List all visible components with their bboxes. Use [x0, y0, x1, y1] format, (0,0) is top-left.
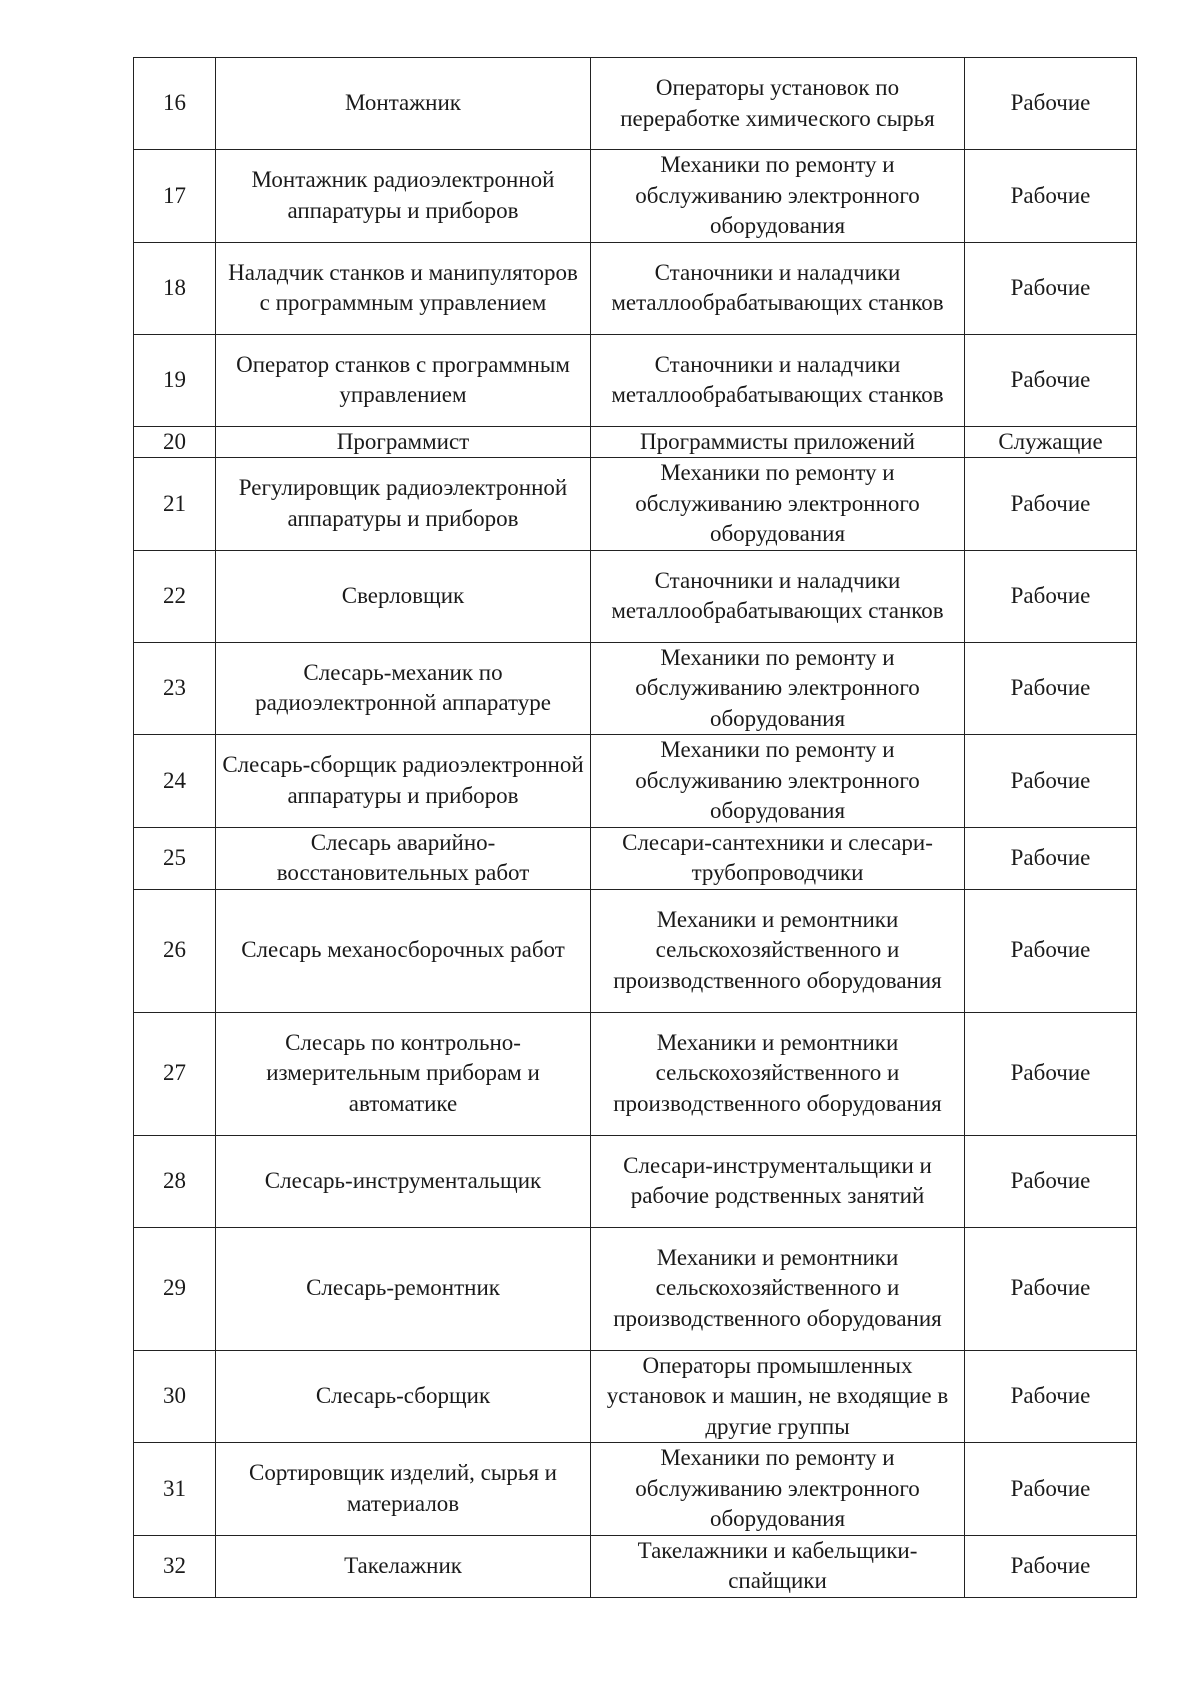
table-row — [134, 58, 1137, 150]
occupation-group: Станочники и наладчики металлообрабатывающих станков — [591, 242, 965, 334]
profession-name: Наладчик станков и манипуляторов с программным управлением — [216, 242, 591, 334]
employee-category: Рабочие — [965, 1443, 1137, 1536]
table-row — [134, 1227, 1137, 1350]
profession-name: Слесарь по контрольно-измерительным приборам и автоматике — [216, 1012, 591, 1135]
row-number: 24 — [134, 735, 216, 828]
employee-category: Рабочие — [965, 242, 1137, 334]
occupation-group: Такелажники и кабельщики-спайщики — [591, 1535, 965, 1597]
employee-category: Рабочие — [965, 827, 1137, 889]
employee-category: Рабочие — [965, 550, 1137, 642]
profession-name: Слесарь-инструментальщик — [216, 1135, 591, 1227]
profession-name: Слесарь-сборщик радиоэлектронной аппаратуры и приборов — [216, 735, 591, 828]
occupation-group: Механики и ремонтники сельскохозяйственного и производственного оборудования — [591, 1012, 965, 1135]
profession-name: Монтажник радиоэлектронной аппаратуры и приборов — [216, 150, 591, 243]
occupation-group: Станочники и наладчики металлообрабатывающих станков — [591, 334, 965, 426]
table-row — [134, 242, 1137, 334]
profession-name: Слесарь-сборщик — [216, 1350, 591, 1443]
table-row — [134, 550, 1137, 642]
profession-name: Регулировщик радиоэлектронной аппаратуры и приборов — [216, 458, 591, 551]
profession-name: Программист — [216, 426, 591, 458]
occupation-group: Механики по ремонту и обслуживанию электронного оборудования — [591, 1443, 965, 1536]
table-row — [134, 1135, 1137, 1227]
row-number: 23 — [134, 642, 216, 735]
occupation-group: Операторы промышленных установок и машин, не входящие в другие группы — [591, 1350, 965, 1443]
row-number: 27 — [134, 1012, 216, 1135]
row-number: 18 — [134, 242, 216, 334]
employee-category: Рабочие — [965, 1135, 1137, 1227]
employee-category: Рабочие — [965, 1535, 1137, 1597]
table-row — [134, 827, 1137, 889]
occupation-group: Станочники и наладчики металлообрабатывающих станков — [591, 550, 965, 642]
row-number: 20 — [134, 426, 216, 458]
employee-category: Рабочие — [965, 1227, 1137, 1350]
occupation-group: Механики по ремонту и обслуживанию электронного оборудования — [591, 735, 965, 828]
row-number: 29 — [134, 1227, 216, 1350]
row-number: 31 — [134, 1443, 216, 1536]
table-row — [134, 334, 1137, 426]
table-row — [134, 426, 1137, 458]
occupation-group: Слесари-инструментальщики и рабочие родственных занятий — [591, 1135, 965, 1227]
employee-category: Рабочие — [965, 1350, 1137, 1443]
row-number: 30 — [134, 1350, 216, 1443]
table-row — [134, 1350, 1137, 1443]
row-number: 32 — [134, 1535, 216, 1597]
occupation-group: Механики и ремонтники сельскохозяйственного и производственного оборудования — [591, 1227, 965, 1350]
profession-name: Слесарь-механик по радиоэлектронной аппаратуре — [216, 642, 591, 735]
profession-name: Монтажник — [216, 58, 591, 150]
employee-category: Рабочие — [965, 1012, 1137, 1135]
row-number: 26 — [134, 889, 216, 1012]
occupation-group: Программисты приложений — [591, 426, 965, 458]
row-number: 21 — [134, 458, 216, 551]
employee-category: Служащие — [965, 426, 1137, 458]
table-row — [134, 889, 1137, 1012]
professions-table — [133, 57, 1137, 1598]
profession-name: Слесарь-ремонтник — [216, 1227, 591, 1350]
row-number: 16 — [134, 58, 216, 150]
profession-name: Сортировщик изделий, сырья и материалов — [216, 1443, 591, 1536]
employee-category: Рабочие — [965, 58, 1137, 150]
occupation-group: Механики по ремонту и обслуживанию электронного оборудования — [591, 642, 965, 735]
employee-category: Рабочие — [965, 150, 1137, 243]
occupation-group: Механики по ремонту и обслуживанию электронного оборудования — [591, 150, 965, 243]
profession-name: Такелажник — [216, 1535, 591, 1597]
row-number: 28 — [134, 1135, 216, 1227]
occupation-group: Операторы установок по переработке химического сырья — [591, 58, 965, 150]
table-row — [134, 1535, 1137, 1597]
row-number: 25 — [134, 827, 216, 889]
table-row — [134, 458, 1137, 551]
profession-name: Оператор станков с программным управлением — [216, 334, 591, 426]
employee-category: Рабочие — [965, 889, 1137, 1012]
table-row — [134, 1012, 1137, 1135]
occupation-group: Слесари-сантехники и слесари-трубопроводчики — [591, 827, 965, 889]
employee-category: Рабочие — [965, 458, 1137, 551]
occupation-group: Механики и ремонтники сельскохозяйственного и производственного оборудования — [591, 889, 965, 1012]
table-row — [134, 150, 1137, 243]
table-row — [134, 642, 1137, 735]
row-number: 19 — [134, 334, 216, 426]
employee-category: Рабочие — [965, 642, 1137, 735]
employee-category: Рабочие — [965, 334, 1137, 426]
profession-name: Слесарь механосборочных работ — [216, 889, 591, 1012]
employee-category: Рабочие — [965, 735, 1137, 828]
row-number: 17 — [134, 150, 216, 243]
row-number: 22 — [134, 550, 216, 642]
profession-name: Сверловщик — [216, 550, 591, 642]
table-row — [134, 735, 1137, 828]
table-row — [134, 1443, 1137, 1536]
profession-name: Слесарь аварийно-восстановительных работ — [216, 827, 591, 889]
occupation-group: Механики по ремонту и обслуживанию электронного оборудования — [591, 458, 965, 551]
